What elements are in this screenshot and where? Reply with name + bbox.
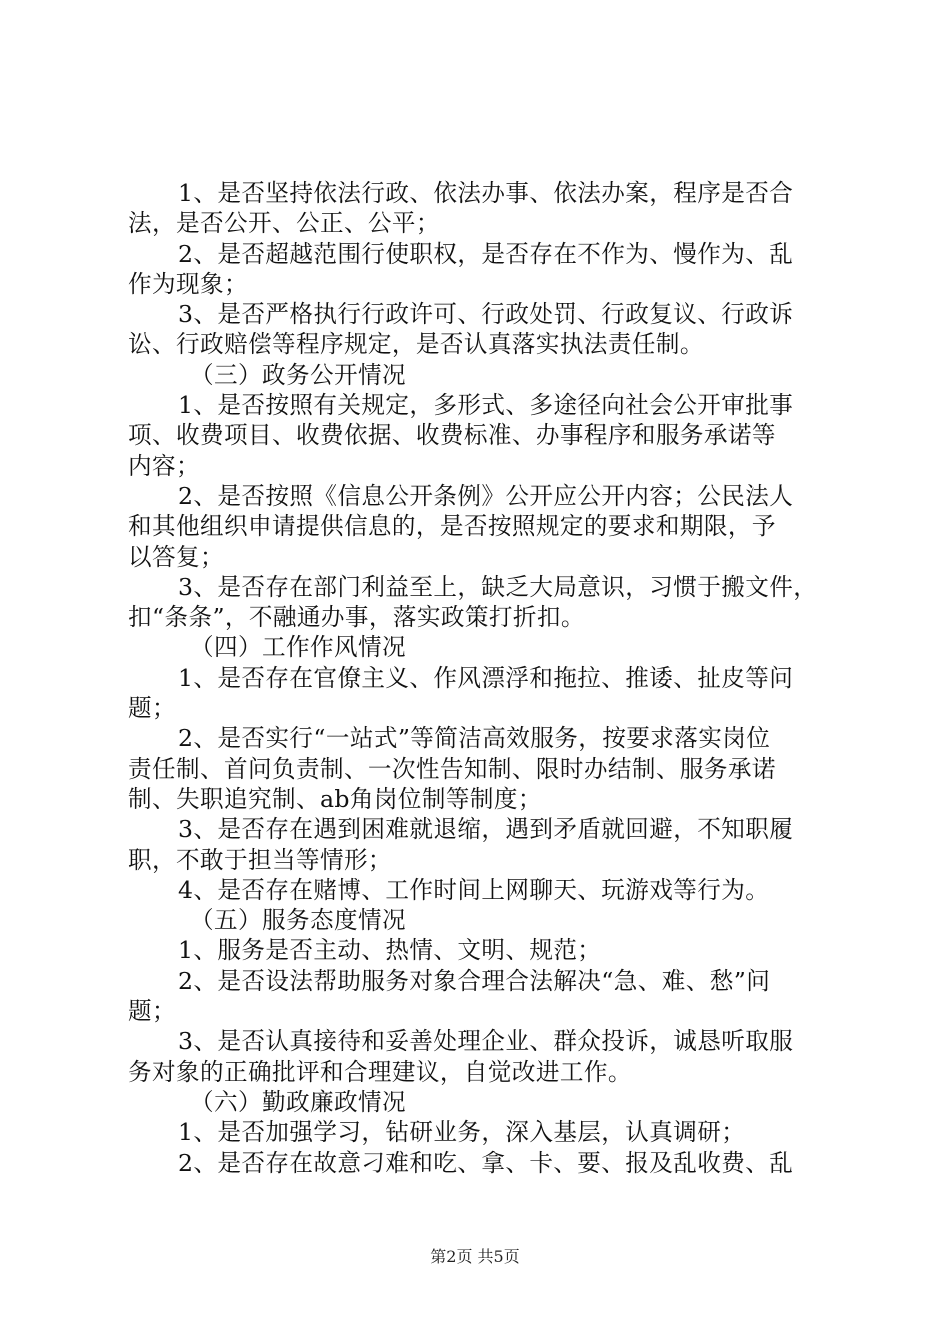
text-line: 法，是否公开、公正、公平；	[128, 209, 440, 238]
document-body	[128, 178, 840, 1178]
text-line: 扣“条条”，不融通办事，落实政策打折扣。	[128, 603, 585, 632]
text-line: 内容；	[128, 451, 200, 480]
text-line: 以答复；	[128, 542, 224, 571]
text-line: 职，不敢于担当等情形；	[128, 845, 392, 874]
text-line: 制、失职追究制、ab角岗位制等制度；	[128, 784, 542, 813]
text-line: 务对象的正确批评和合理建议，自觉改进工作。	[128, 1057, 632, 1086]
text-line: 1、是否存在官僚主义、作风漂浮和拖拉、推诿、扯皮等问	[178, 663, 794, 692]
text-line: 1、服务是否主动、热情、文明、规范；	[178, 936, 602, 965]
text-line: 3、是否存在部门利益至上，缺乏大局意识，习惯于搬文件，	[178, 572, 818, 601]
text-line: 和其他组织申请提供信息的，是否按照规定的要求和期限，予	[128, 512, 776, 541]
text-line: 3、是否存在遇到困难就退缩，遇到矛盾就回避，不知职履	[178, 815, 794, 844]
text-line: 2、是否存在故意刁难和吃、拿、卡、要、报及乱收费、乱	[178, 1148, 794, 1177]
section-heading: （六）勤政廉政情况	[190, 1087, 406, 1116]
text-line: 题；	[128, 694, 176, 723]
text-line: 2、是否超越范围行使职权，是否存在不作为、慢作为、乱	[178, 239, 794, 268]
text-line: 3、是否严格执行行政许可、行政处罚、行政复议、行政诉	[178, 300, 794, 329]
text-line: 讼、行政赔偿等程序规定，是否认真落实执法责任制。	[128, 330, 704, 359]
text-line: 3、是否认真接待和妥善处理企业、群众投诉，诚恳听取服	[178, 1027, 794, 1056]
text-line: 1、是否按照有关规定，多形式、多途径向社会公开审批事	[178, 391, 794, 420]
section-heading: （四）工作作风情况	[190, 633, 406, 662]
text-line: 题；	[128, 997, 176, 1026]
page-footer: 第2页 共5页	[430, 1247, 520, 1266]
text-line: 2、是否按照《信息公开条例》公开应公开内容；公民法人	[178, 481, 794, 510]
text-line: 作为现象；	[128, 269, 248, 298]
text-line: 1、是否加强学习，钻研业务，深入基层，认真调研；	[178, 1118, 746, 1147]
text-line: 4、是否存在赌博、工作时间上网聊天、玩游戏等行为。	[178, 875, 770, 904]
text-line: 2、是否实行“一站式”等简洁高效服务，按要求落实岗位	[178, 724, 771, 753]
section-heading: （五）服务态度情况	[190, 906, 406, 935]
text-line: 项、收费项目、收费依据、收费标准、办事程序和服务承诺等	[128, 421, 776, 450]
text-line: 1、是否坚持依法行政、依法办事、依法办案，程序是否合	[178, 179, 794, 207]
text-line: 责任制、首问负责制、一次性告知制、限时办结制、服务承诺	[128, 754, 776, 783]
section-heading: （三）政务公开情况	[190, 360, 406, 389]
text-line: 2、是否设法帮助服务对象合理合法解决“急、难、愁”问	[178, 966, 771, 995]
